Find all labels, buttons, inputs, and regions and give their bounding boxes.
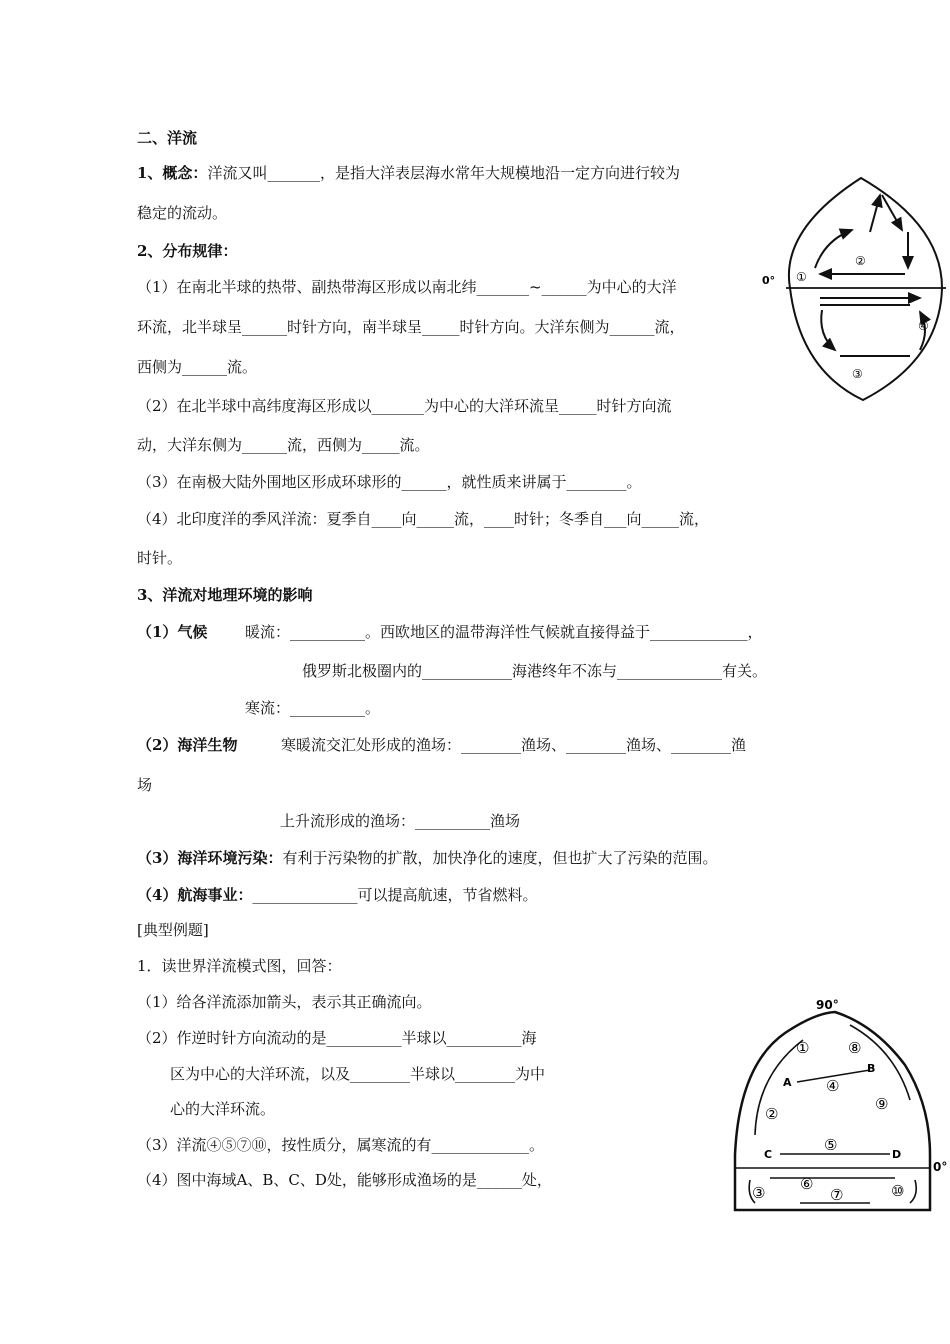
fig1-label-1: ① [796,270,807,284]
bio-line [137,735,746,755]
fig1-label-4: ④ [918,319,929,333]
climate-warm-2: 俄罗斯北极圈内的____________海港终年不冻与______________有关。 [302,662,768,680]
fig2-label-10: ⑩ [891,1182,905,1200]
dist-p2-line2: 动，大洋东侧为______流，西侧为_____流。 [137,436,430,454]
nav-text: ______________可以提高航速，节省燃料。 [252,886,538,904]
q1-3: （3）洋流④⑤⑦⑩，按性质分，属寒流的有_____________。 [137,1136,545,1154]
dist-p1-line1: （1）在南北半球的热带、副热带海区形成以南北纬_______~______为中心的大洋 [137,278,677,296]
climate-warm: 暖流：__________。西欧地区的温带海洋性气候就直接得益于_____________， [245,623,763,641]
bio-text: 寒暖流交汇处形成的渔场：________渔场、________渔场、________渔 [281,736,747,754]
pollution-text: 有利于污染物的扩散，加快净化的速度，但也扩大了污染的范围。 [282,849,718,867]
dist-p4-line1: （4）北印度洋的季风洋流：夏季自____向_____流，____时针；冬季自___向_____流， [137,510,710,528]
bio-upwelling: 上升流形成的渔场：__________渔场 [280,812,521,830]
fig2-label-1: ① [796,1039,810,1057]
q1-4: （4）图中海域A、B、C、D处，能够形成渔场的是______处， [137,1171,552,1189]
climate-cold: 寒流：__________。 [245,699,381,717]
dist-p4-line2: 时针。 [137,549,183,567]
pollution-line [137,848,717,868]
impact-heading: 3、洋流对地理环境的影响 [137,586,313,604]
fig2-label-2: ② [765,1105,779,1123]
fig2-label-7: ⑦ [830,1186,844,1204]
q1-2-line3: 心的大洋环流。 [170,1100,276,1118]
examples-heading: [典型例题] [137,921,209,939]
q1: 1．读世界洋流模式图，回答： [137,957,342,975]
fig2-zero-label: 0° [933,1160,948,1174]
q1-1: （1）给各洋流添加箭头，表示其正确流向。 [137,993,432,1011]
fig2-label-8: ⑧ [848,1039,862,1057]
ocean-current-diagram-1 [760,170,950,405]
q1-2-line2: 区为中心的大洋环流，以及________半球以________为中 [170,1065,546,1083]
fig2-letter-b: B [867,1062,876,1075]
fig2-letter-d: D [892,1148,902,1161]
concept-line-2: 稳定的流动。 [137,204,228,222]
fig1-label-3: ③ [852,367,863,381]
q1-2-line1: （2）作逆时针方向流动的是__________半球以__________海 [137,1029,537,1047]
dist-p1-line3: 西侧为______流。 [137,358,258,376]
fig2-label-6: ⑥ [800,1175,814,1193]
concept-text: 洋流又叫_______，是指大洋表层海水常年大规模地沿一定方向进行较为 [207,164,680,182]
nav-label: （4）航海事业： [137,886,253,904]
ocean-current-diagram-2 [725,995,950,1215]
fig1-label-2: ② [855,254,866,268]
nav-line [137,885,537,905]
bio-text-2: 场 [137,776,153,794]
fig2-label-3: ③ [752,1184,766,1202]
fig1-zero-label: 0° [762,274,776,287]
section-title: 二、洋流 [137,129,198,147]
distribution-heading: 2、分布规律： [137,242,238,260]
concept-line-1 [137,163,680,183]
bio-label: （2）海洋生物 [137,736,238,754]
concept-label: 1、概念： [137,164,208,182]
dist-p2-line1: （2）在北半球中高纬度海区形成以_______为中心的大洋环流呈_____时针方向流 [137,397,672,415]
dist-p3: （3）在南极大陆外围地区形成环球形的______，就性质来讲属于________。 [137,473,642,491]
fig2-label-4: ④ [826,1077,840,1095]
fig2-letter-c: C [764,1148,773,1161]
dist-p1-line2: 环流，北半球呈______时针方向，南半球呈_____时针方向。大洋东侧为______流， [137,318,685,336]
fig2-label-9: ⑨ [875,1095,889,1113]
lens-outline [789,178,942,400]
fig2-top-label: 90° [816,998,839,1012]
fig2-letter-a: A [783,1076,792,1089]
climate-label: （1）气候 [137,623,208,641]
climate-line [137,622,763,642]
pollution-label: （3）海洋环境污染： [137,849,283,867]
fig2-label-5: ⑤ [824,1136,838,1154]
